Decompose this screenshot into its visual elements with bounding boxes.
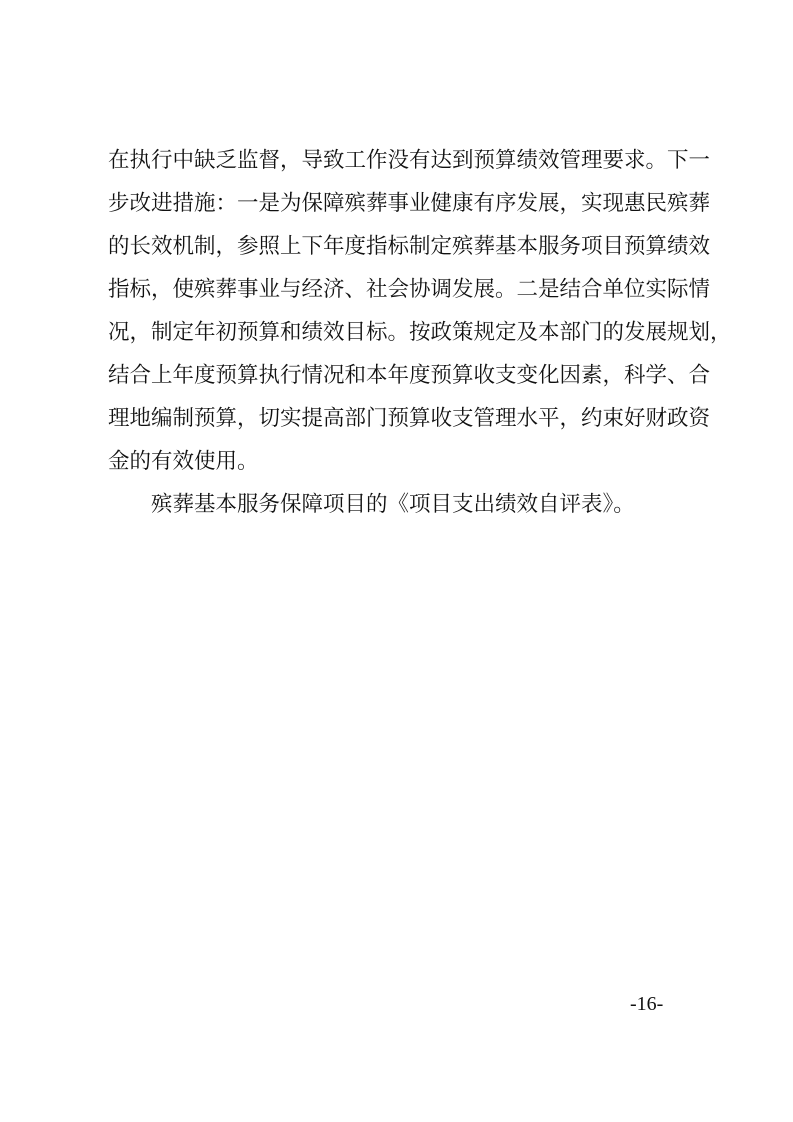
body-text-line-4: 指标，使殡葬事业与经济、社会协调发展。二是结合单位实际情 [108,277,711,302]
body-text-line-5: 况，制定年初预算和绩效目标。按政策规定及本部门的发展规划， [108,320,732,345]
body-text-line-1: 在执行中缺乏监督，导致工作没有达到预算绩效管理要求。下一 [108,148,711,173]
page-number: -16- [630,993,664,1015]
body-text-line-6: 结合上年度预算执行情况和本年度预算收支变化因素，科学、合 [108,363,711,388]
attachment-note: 殡葬基本服务保障项目的《项目支出绩效自评表》。 [151,492,635,517]
body-text-line-8: 金的有效使用。 [108,449,259,474]
body-text-line-2: 步改进措施：一是为保障殡葬事业健康有序发展，实现惠民殡葬 [108,191,711,216]
body-text-line-3: 的长效机制，参照上下年度指标制定殡葬基本服务项目预算绩效 [108,234,711,259]
body-text-line-7: 理地编制预算，切实提高部门预算收支管理水平，约束好财政资 [108,406,711,431]
